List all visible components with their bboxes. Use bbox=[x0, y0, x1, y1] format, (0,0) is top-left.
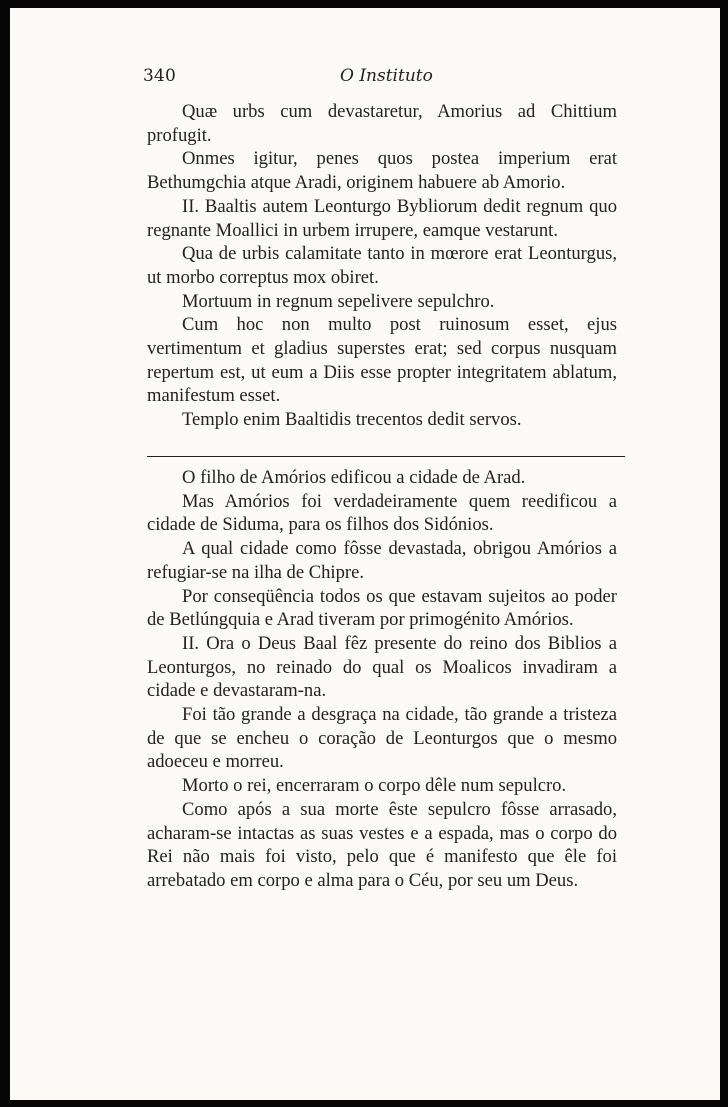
latin-paragraph: Onmes igitur, penes quos postea imperium erat Bethumgchia atque Aradi, originem habuere ab Amorio. bbox=[147, 148, 617, 194]
latin-paragraph: Templo enim Baaltidis trecentos dedit servos. bbox=[182, 409, 522, 431]
latin-paragraph: Qua de urbis calamitate tanto in mœrore erat Leonturgus, ut morbo correptus mox obiret. bbox=[147, 243, 617, 288]
portuguese-paragraph: O filho de Amórios edificou a cidade de Arad. bbox=[182, 467, 526, 488]
portuguese-paragraph: Mas Amórios foi verdadeiramente quem reedificou a cidade de Siduma, para os filhos dos Sidónios. bbox=[147, 490, 617, 536]
portuguese-paragraph: Como após a sua morte êste sepulcro fôsse arrasado, acharam-se intactas as suas vestes e a espada, mas o corpo do Rei não mais foi visto, pelo que é manifesto que êle foi arrebatado em corpo e alma para o Céu, por seu um Deus. bbox=[147, 798, 617, 891]
portuguese-paragraph: A qual cidade como fôsse devastada, obrigou Amórios a refugiar-se na ilha de Chipre. bbox=[147, 538, 617, 583]
portuguese-paragraph: Morto o rei, encerraram o corpo dêle num sepulcro. bbox=[182, 775, 567, 797]
portuguese-paragraph: Foi tão grande a desgraça na cidade, tão grande a tristeza de que se encheu o coração de Leonturgos que o mesmo adoeceu e morreu. bbox=[147, 704, 617, 773]
latin-paragraph: II. Baaltis autem Leonturgo Bybliorum dedit regnum quo regnante Moallici in urbem irrupere, eamque vestarunt. bbox=[147, 195, 617, 241]
portuguese-text bbox=[147, 466, 617, 893]
latin-paragraph: Cum hoc non multo post ruinosum esset, ejus vertimentum et gladius superstes erat; sed corpus nusquam repertum est, ut eum a Diis esse propter integritatem ablatum, manifestum esset. bbox=[147, 314, 617, 407]
portuguese-paragraph: Por conseqüência todos os que estavam sujeitos ao poder de Betlúngquia e Arad tiveram por primogénito Amórios. bbox=[147, 585, 617, 631]
page-header bbox=[10, 66, 720, 96]
page-number: 340 bbox=[143, 66, 177, 86]
portuguese-paragraph: II. Ora o Deus Baal fêz presente do reino dos Biblios a Leonturgos, no reinado do qual os Moalicos invadiram a cidade e devastaram-na. bbox=[147, 632, 617, 702]
running-title: O Instituto bbox=[340, 66, 433, 86]
section-divider bbox=[147, 456, 625, 457]
latin-paragraph: Quæ urbs cum devastaretur, Amorius ad Chittium profugit. bbox=[147, 101, 617, 146]
book-page bbox=[10, 8, 720, 1100]
latin-paragraph: Mortuum in regnum sepelivere sepulchro. bbox=[182, 290, 495, 312]
latin-text bbox=[147, 100, 617, 432]
